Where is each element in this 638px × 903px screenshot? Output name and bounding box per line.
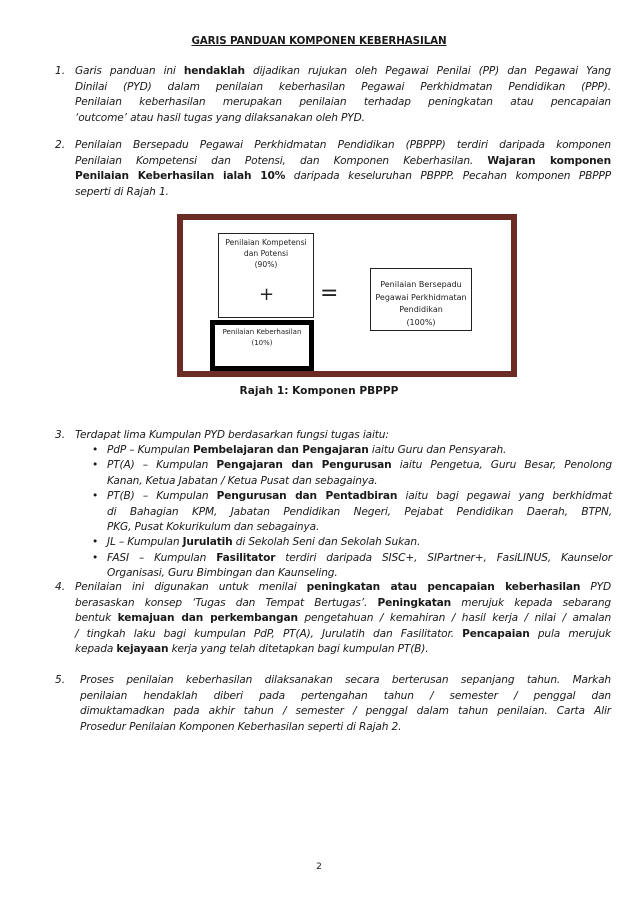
- paragraph-5-line-1: Proses penilaian keberhasilan dilaksanakan secara berterusan sepanjang tahun. Markah: [80, 674, 611, 686]
- item-number-1: 1.: [55, 65, 66, 77]
- paragraph-2-line-2: Penilaian Kompetensi dan Potensi, dan Komponen Keberhasilan. Wajaran komponen: [75, 154, 611, 167]
- page-number: 2: [316, 862, 322, 872]
- item-number-5: 5.: [55, 674, 66, 686]
- paragraph-1-line-1: Garis panduan ini hendaklah dijadikan rujukan oleh Pegawai Penilai (PP) dan Pegawai Yang: [75, 65, 611, 77]
- paragraph-4-line-5: kepada kejayaan kerja yang telah ditetapkan bagi kumpulan PT(B).: [75, 643, 429, 656]
- bullet-icon: •: [92, 551, 99, 564]
- paragraph-2-line-1: Penilaian Bersepadu Pegawai Perkhidmatan Pendidikan (PBPPP) terdiri daripada komponen: [75, 139, 611, 151]
- paragraph-4-line-4: / tingkah laku bagi kumpulan PdP, PT(A), Jurulatih dan Fasilitator. Pencapaian pula merujuk: [75, 627, 612, 640]
- list-item: • PdP – Kumpulan Pembelajaran dan Pengajaran iaitu Guru dan Pensyarah.: [86, 443, 612, 458]
- paragraph-4-line-2: berasaskan konsep ‘Tugas dan Tempat Bertugas’. Peningkatan merujuk kepada sebarang: [75, 596, 611, 609]
- paragraph-5-line-4: Prosedur Penilaian Komponen Keberhasilan seperti di Rajah 2.: [80, 720, 402, 733]
- figure-caption: Rajah 1: Komponen PBPPP: [239, 385, 399, 397]
- paragraph-2-line-4: seperti di Rajah 1.: [75, 185, 169, 198]
- equals-sign: =: [320, 281, 339, 306]
- group-list: [86, 443, 612, 582]
- kompetensi-box: Penilaian Kompetensi dan Potensi (90%): [218, 233, 314, 318]
- keberhasilan-box: Penilaian Keberhasilan (10%): [210, 320, 314, 371]
- item-number-4: 4.: [55, 581, 66, 593]
- paragraph-3-intro: Terdapat lima Kumpulan PYD berdasarkan fungsi tugas iaitu:: [75, 429, 389, 441]
- list-item: • FASI – Kumpulan Fasilitator terdiri daripada SISC+, SIPartner+, FasiLINUS, Kaunselor Organisasi, Guru Bimbingan dan Kaunseling.: [92, 551, 613, 580]
- paragraph-5-line-2: penilaian hendaklah diberi pada pertengahan tahun / semester / penggal dan: [80, 689, 611, 702]
- paragraph-1-line-3: Penilaian keberhasilan merupakan penilaian terhadap peningkatan atau pencapaian: [75, 96, 611, 109]
- paragraph-5: [80, 673, 611, 735]
- bullet-icon: •: [92, 444, 99, 456]
- paragraph-4-line-3: bentuk kemajuan dan perkembangan pengetahuan / kemahiran / hasil kerja / nilai / amalan: [75, 612, 612, 625]
- paragraph-2: [75, 138, 611, 200]
- paragraph-1-line-2: Dinilai (PYD) dalam penilaian keberhasilan Pegawai Perkhidmatan Pendidikan (PPP).: [75, 80, 611, 93]
- item-number-3: 3.: [55, 429, 66, 441]
- paragraph-5-line-3: dimuktamadkan pada akhir tahun / semester / penggal dalam tahun penilaian. Carta Alir: [80, 705, 611, 718]
- paragraph-1-line-4: ‘outcome’ atau hasil tugas yang dilaksanakan oleh PYD.: [75, 111, 365, 124]
- list-item: • PT(A) – Kumpulan Pengajaran dan Pengurusan iaitu Pengetua, Guru Besar, Penolong Kanan, Ketua Jabatan / Ketua Pusat dan sebagainya.: [92, 459, 612, 487]
- paragraph-4: [75, 580, 611, 658]
- paragraph-2-line-3: Penilaian Keberhasilan ialah 10% daripada keseluruhan PBPPP. Pecahan komponen PBPPP: [75, 170, 611, 183]
- paragraph-4-line-1: Penilaian ini digunakan untuk menilai peningkatan atau pencapaian keberhasilan PYD: [75, 581, 611, 593]
- page-title: GARIS PANDUAN KOMPONEN KEBERHASILAN: [191, 35, 447, 47]
- list-item: • JL – Kumpulan Jurulatih di Sekolah Seni dan Sekolah Sukan.: [86, 535, 612, 550]
- bullet-icon: •: [92, 490, 99, 503]
- bersepadu-box: Penilaian Bersepadu Pegawai Perkhidmatan Pendidikan (100%): [370, 268, 472, 331]
- bullet-icon: •: [92, 536, 99, 549]
- paragraph-1: [75, 64, 611, 126]
- item-number-2: 2.: [55, 139, 66, 151]
- list-item: • PT(B) – Kumpulan Pengurusan dan Pentadbiran iaitu bagi pegawai yang berkhidmat di Bahagian KPM, Jabatan Pendidikan Negeri, Pejabat Pendidikan Daerah, BTPN, PKG, Pusat Kokurikulum dan sebagainya.: [92, 490, 613, 534]
- bullet-icon: •: [92, 459, 99, 472]
- plus-sign: +: [259, 284, 275, 305]
